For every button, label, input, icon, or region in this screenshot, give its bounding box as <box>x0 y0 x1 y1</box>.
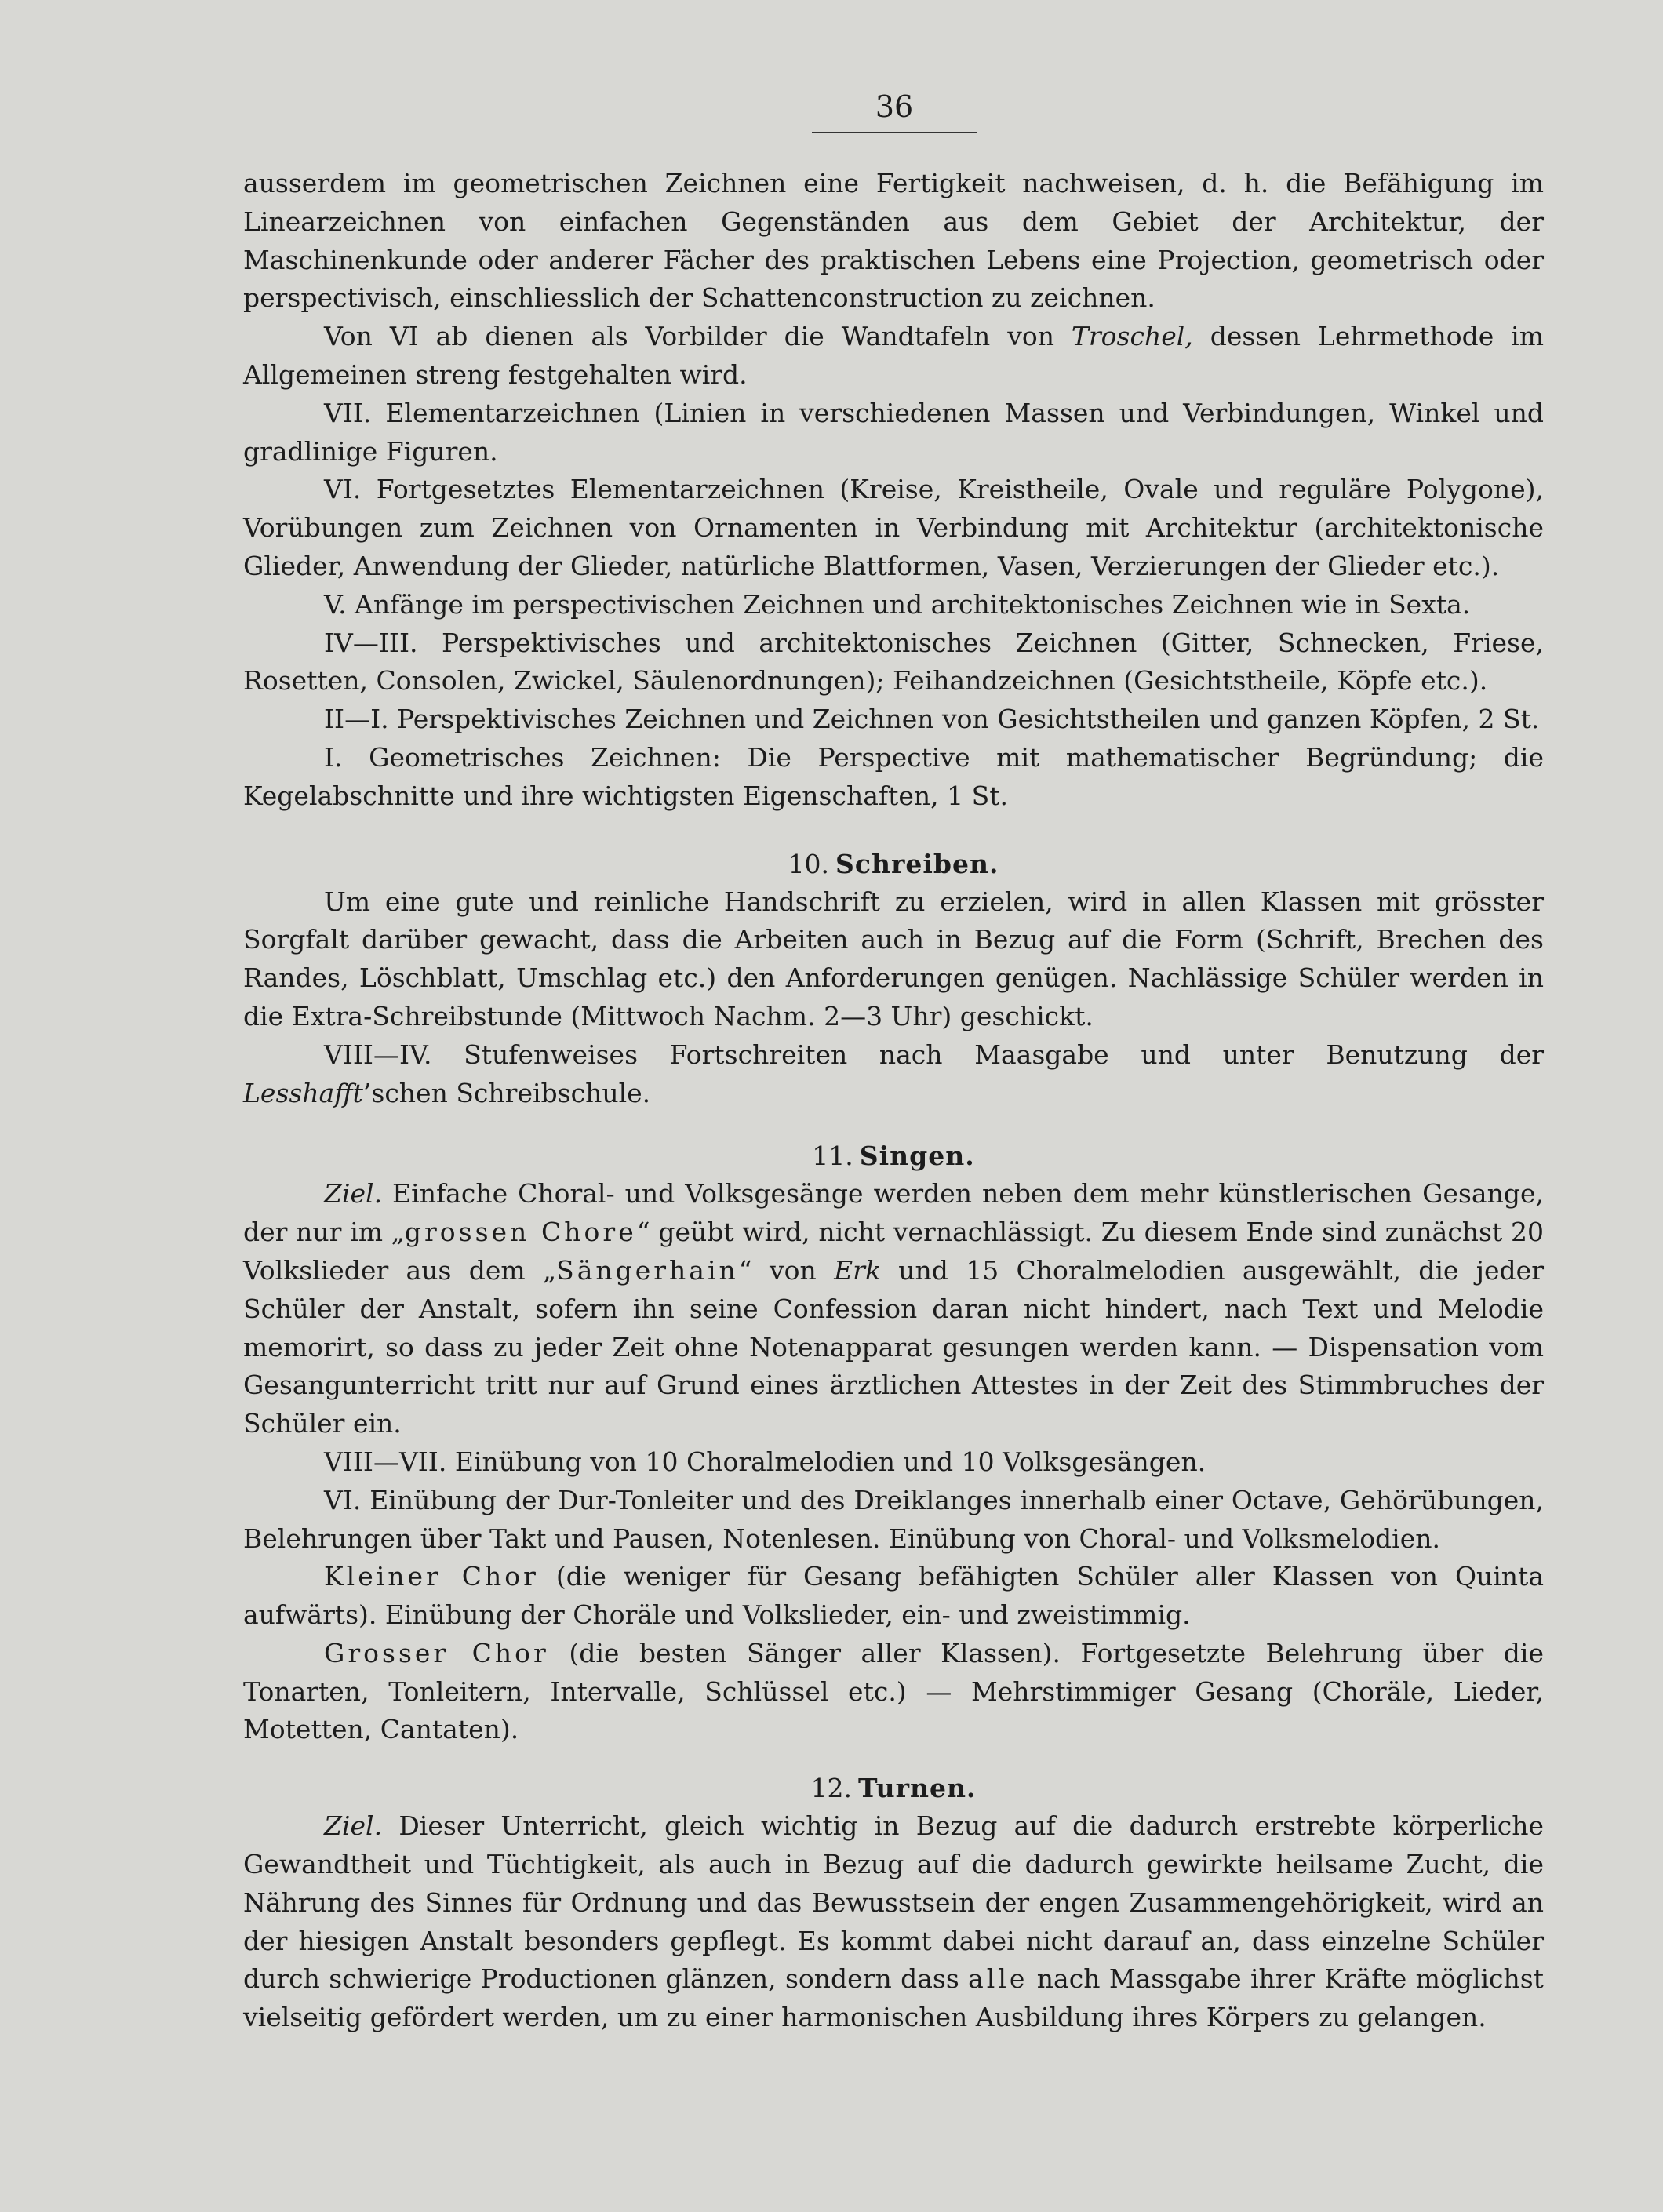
schreiben-viii-iv-paragraph: VIII—IV. Stufenweises Fortschreiten nach Maasgabe und unter Benutzung der Lesshafft’schen Schreibschule. <box>243 1039 1544 1108</box>
lesshafft-name: Lesshafft <box>243 1077 363 1108</box>
singen-vi-paragraph: VI. Einübung der Dur-Tonleiter und des Dreiklanges innerhalb einer Octave, Gehörübungen, Belehrungen über Takt und Pausen, Notenlesen. Einübung von Choral- und Volksmelodien. <box>243 1484 1544 1554</box>
ziel-label: Ziel. <box>324 1178 383 1210</box>
class-i-paragraph: I. Geometrisches Zeichnen: Die Perspective mit mathematischer Begründung; die Kegelabschnitte und ihre wichtigsten Eigenschaften, 1 St. <box>243 741 1544 811</box>
troschel-name: Troschel, <box>1071 321 1193 352</box>
ziel-label: Ziel. <box>324 1810 383 1842</box>
schreiben-paragraph: Um eine gute und reinliche Handschrift zu erzielen, wird in allen Klassen mit grösster Sorgfalt darüber gewacht, dass die Arbeiten auch in Bezug auf die Form (Schrift, Brechen des Randes, Löschblatt, Umschlag etc.) den Anforderungen genügen. Nachlässige Schüler werden in die Extra-Schreibstunde (Mittwoch Nachm. 2—3 Uhr) geschickt. <box>243 886 1544 1031</box>
section-heading-schreiben: 10. Schreiben. <box>788 848 999 879</box>
class-iv-iii-paragraph: IV—III. Perspektivisches und architektonisches Zeichnen (Gitter, Schnecken, Friese, Rosetten, Consolen, Zwickel, Säulenordnungen); Feihandzeichnen (Gesichtstheile, Köpfe etc.). <box>243 627 1544 697</box>
kleiner-chor-paragraph: Kleiner Chor (die weniger für Gesang befähigten Schüler aller Klassen von Quinta aufwärts). Einübung der Choräle und Volkslieder, ein- und zweistimmig. <box>243 1561 1544 1631</box>
troschel-paragraph: Von VI ab dienen als Vorbilder die Wandtafeln von Troschel, dessen Lehrmethode im Allgemeinen streng festgehalten wird. <box>243 321 1544 390</box>
class-vii-paragraph: VII. Elementarzeichnen (Linien in verschiedenen Massen und Verbindungen, Winkel und gradlinige Figuren. <box>243 397 1544 467</box>
class-v-paragraph: V. Anfänge im perspectivischen Zeichnen und architektonisches Zeichnen wie in Sexta. <box>324 588 1471 620</box>
class-ii-i-paragraph: II—I. Perspektivisches Zeichnen und Zeichnen von Gesichtstheilen und ganzen Köpfen, 2 St. <box>324 704 1540 735</box>
section-heading-turnen: 12. Turnen. <box>810 1773 977 1804</box>
singen-ziel-paragraph: Ziel. Einfache Choral- und Volksgesänge werden neben dem mehr künstlerischen Gesange, der nur im „grossen Chore“ geübt wird, nicht vernachlässigt. Zu diesem Ende sind zunächst 20 Volkslieder aus dem „Sängerhain“ von Erk und 15 Choralmelodien ausgewählt, die jeder Schüler der Anstalt, sofern ihn seine Confession daran nicht hindert, nach Text und Melodie memorirt, so dass zu jeder Zeit ohne Notenapparat gesungen werden kann. — Dispensation vom Gesangunterricht tritt nur auf Grund eines ärztlichen Attestes in der Zeit des Stimmbruches der Schüler ein. <box>243 1178 1544 1439</box>
page-body <box>243 165 1544 2037</box>
singen-viii-vii-paragraph: VIII—VII. Einübung von 10 Choralmelodien und 10 Volksgesängen. <box>324 1446 1206 1477</box>
erk-name: Erk <box>834 1254 881 1286</box>
grosser-chor-paragraph: Grosser Chor (die besten Sänger aller Klassen). Fortgesetzte Belehrung über die Tonarten, Tonleitern, Intervalle, Schlüssel etc.) — Mehrstimmiger Gesang (Choräle, Lieder, Motetten, Cantaten). <box>243 1637 1544 1745</box>
geometry-paragraph: ausserdem im geometrischen Zeichnen eine Fertigkeit nachweisen, d. h. die Befähigung im Linearzeichnen von einfachen Gegenständen aus dem Gebiet der Architektur, der Maschinenkunde oder anderer Fächer des praktischen Lebens eine Projection, geometrisch oder perspectivisch, einschliesslich der Schattenconstruction zu zeichnen. <box>243 168 1544 314</box>
page-number: 36 <box>812 88 977 133</box>
turnen-ziel-paragraph: Ziel. Dieser Unterricht, gleich wichtig in Bezug auf die dadurch erstrebte körperliche Gewandtheit und Tüchtigkeit, als auch in Bezug auf die dadurch gewirkte heilsame Zucht, die Nährung des Sinnes für Ordnung und das Bewusstsein der engen Zusammengehörigkeit, wird an der hiesigen Anstalt besonders gepflegt. Es kommt dabei nicht darauf an, dass einzelne Schüler durch schwierige Productionen glänzen, sondern dass alle nach Massgabe ihrer Kräfte möglichst vielseitig gefördert werden, um zu einer harmonischen Ausbildung ihres Körpers zu gelangen. <box>243 1810 1544 2033</box>
section-heading-singen: 11. Singen. <box>812 1141 975 1172</box>
class-vi-paragraph: VI. Fortgesetztes Elementarzeichnen (Kreise, Kreistheile, Ovale und reguläre Polygone), Vorübungen zum Zeichnen von Ornamenten in Verbindung mit Architektur (architektonische Glieder, Anwendung der Glieder, natürliche Blattformen, Vasen, Verzierungen der Glieder etc.). <box>243 474 1544 581</box>
